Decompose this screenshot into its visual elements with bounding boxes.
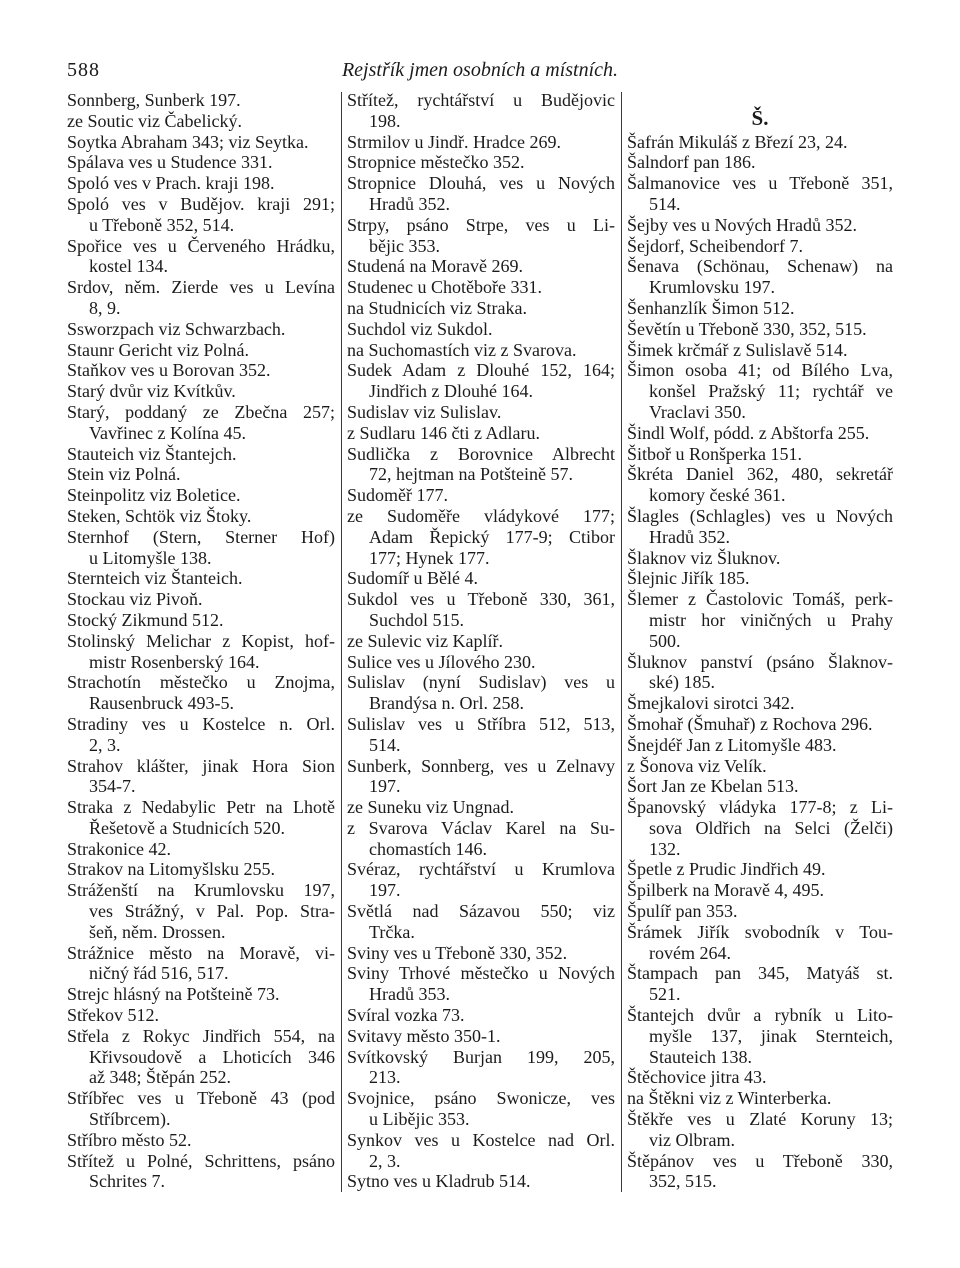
index-entry <box>67 1088 335 1130</box>
entry-headword-line: Střítež u Polné, Schrittens, psáno <box>67 1150 335 1171</box>
index-entry <box>347 672 615 714</box>
entry-continuation-line: až 348; Štěpán 252. <box>89 1067 231 1088</box>
entry-headword-line: Stolinský Melichar z Kopist, hof- <box>67 630 335 651</box>
entry-continuation-line: Hradů 352. <box>369 193 450 214</box>
index-entry <box>347 589 615 631</box>
entry-headword-line: Špulíř pan 353. <box>627 901 738 922</box>
entry-headword-line: ze Sudoměře vládykové 177; <box>347 505 615 526</box>
index-entry <box>67 319 335 340</box>
index-entry <box>67 340 335 361</box>
entry-headword-line: Sytno ves u Kladrub 514. <box>347 1171 531 1192</box>
entry-continuation-line: viz Olbram. <box>649 1129 735 1150</box>
index-entry <box>67 1130 335 1151</box>
entry-continuation-line: chomastích 146. <box>369 838 487 859</box>
entry-continuation-line: Stříbrcem). <box>89 1109 171 1130</box>
entry-headword-line: Stauteich viz Štantejch. <box>67 443 237 464</box>
entry-headword-line: Strážnice město na Moravě, vi- <box>67 942 335 963</box>
entry-headword-line: Šafrán Mikuláš z Březí 23, 24. <box>627 131 848 152</box>
entry-continuation-line: 197. <box>369 880 401 901</box>
entry-headword-line: Stockau viz Pivoň. <box>67 589 203 610</box>
index-entry <box>627 548 893 569</box>
entry-headword-line: Šenhanzlík Šimon 512. <box>627 297 795 318</box>
entry-headword-line: Šlemer z Častolovic Tomáš, perk- <box>627 589 893 610</box>
index-entry <box>627 922 893 964</box>
index-entry <box>67 152 335 173</box>
entry-continuation-line: 2, 3. <box>89 734 121 755</box>
entry-continuation-line: Hradů 352. <box>649 526 730 547</box>
column-rule <box>341 92 342 1192</box>
index-entry <box>627 464 893 506</box>
index-entry <box>67 194 335 236</box>
entry-headword-line: Svíral vozka 73. <box>347 1005 465 1026</box>
index-entry <box>627 652 893 694</box>
entry-continuation-line: Vavřinec z Kolína 45. <box>89 422 246 443</box>
index-column-3 <box>627 90 893 1192</box>
entry-headword-line: ze Soutic viz Čabelický. <box>67 110 242 131</box>
column-rule <box>621 92 622 1192</box>
entry-headword-line: Šalmanovice ves u Třeboně 351, <box>627 173 893 194</box>
entry-headword-line: Sunberk, Sonnberg, ves u Zelnavy <box>347 755 615 776</box>
entry-headword-line: Svítkovský Burjan 199, 205, <box>347 1046 615 1067</box>
index-entry <box>347 652 615 673</box>
entry-headword-line: Šmohař (Šmuhař) z Rochova 296. <box>627 713 873 734</box>
index-entry <box>347 1130 615 1172</box>
index-entry <box>67 943 335 985</box>
entry-continuation-line: ničný řád 516, 517. <box>89 963 229 984</box>
entry-headword-line: Šitboř u Ronšperka 151. <box>627 443 802 464</box>
index-entry <box>627 1109 893 1151</box>
index-entry <box>67 360 335 381</box>
index-entry <box>67 631 335 673</box>
index-entry <box>347 797 615 818</box>
index-entry <box>347 714 615 756</box>
index-entry <box>627 859 893 880</box>
entry-headword-line: Světlá nad Sázavou 550; viz <box>347 901 615 922</box>
index-entry <box>627 215 893 236</box>
entry-headword-line: Spořice ves u Červeného Hrádku, <box>67 235 335 256</box>
index-entry <box>67 464 335 485</box>
entry-headword-line: Šlagles (Schlagles) ves u Nových <box>627 505 893 526</box>
index-entry <box>627 901 893 922</box>
entry-headword-line: Sudlička z Borovnice Albrecht <box>347 443 615 464</box>
entry-headword-line: Spoló ves v Budějov. kraji 291; <box>67 193 335 214</box>
entry-headword-line: Svojnice, psáno Swonicze, ves <box>347 1088 615 1109</box>
entry-continuation-line: 132. <box>649 838 681 859</box>
entry-headword-line: z Sudlaru 146 čti z Adlaru. <box>347 422 540 443</box>
entry-continuation-line: 2, 3. <box>369 1150 401 1171</box>
entry-headword-line: Studenec u Chotěboře 331. <box>347 277 542 298</box>
entry-continuation-line: 500. <box>649 630 681 651</box>
index-entry <box>627 1067 893 1088</box>
index-entry <box>347 319 615 340</box>
index-entry <box>627 1005 893 1067</box>
index-entry <box>67 714 335 756</box>
entry-headword-line: na Studnicích viz Straka. <box>347 297 527 318</box>
entry-headword-line: Strakonice 42. <box>67 838 171 859</box>
entry-headword-line: Svitavy město 350-1. <box>347 1025 501 1046</box>
entry-headword-line: Strmilov u Jindř. Hradce 269. <box>347 131 561 152</box>
entry-headword-line: Steinpolitz viz Boletice. <box>67 485 241 506</box>
entry-continuation-line: Brandýsa n. Orl. 258. <box>369 693 524 714</box>
entry-headword-line: Staunr Gericht viz Polná. <box>67 339 249 360</box>
index-entry <box>347 631 615 652</box>
page-number: 588 <box>67 59 100 81</box>
index-entry <box>67 589 335 610</box>
index-column-2 <box>347 90 615 1192</box>
entry-headword-line: Sviny Trhové městečko u Nových <box>347 963 615 984</box>
index-entry <box>627 880 893 901</box>
index-entry <box>347 402 615 423</box>
index-entry <box>627 298 893 319</box>
entry-headword-line: Šmejkalovi sirotci 342. <box>627 693 795 714</box>
entry-continuation-line: ves Strážný, v Pal. Pop. Stra- <box>89 901 335 922</box>
index-entry <box>347 506 615 568</box>
entry-headword-line: Spoló ves v Prach. kraji 198. <box>67 173 275 194</box>
entry-headword-line: Šejdorf, Scheibendorf 7. <box>627 235 803 256</box>
entry-headword-line: Steken, Schtök viz Štoky. <box>67 505 252 526</box>
entry-continuation-line: 352, 515. <box>649 1171 717 1192</box>
entry-continuation-line: 354-7. <box>89 776 136 797</box>
entry-continuation-line: Vraclavi 350. <box>649 401 746 422</box>
entry-headword-line: Stropnice městečko 352. <box>347 152 525 173</box>
index-entry <box>347 277 615 298</box>
entry-headword-line: Šenava (Schönau, Schenaw) na <box>627 256 893 277</box>
entry-headword-line: Stříbro město 52. <box>67 1129 192 1150</box>
index-entry <box>67 111 335 132</box>
entry-headword-line: Špetle z Prudic Jindřich 49. <box>627 859 826 880</box>
index-entry <box>627 589 893 651</box>
entry-headword-line: Šejby ves u Nových Hradů 352. <box>627 214 857 235</box>
index-entry <box>67 839 335 860</box>
entry-headword-line: Šlejnic Jiřík 185. <box>627 568 750 589</box>
entry-headword-line: Štěkře ves u Zlaté Koruny 13; <box>627 1109 893 1130</box>
index-entry <box>347 173 615 215</box>
entry-continuation-line: 72, hejtman na Potšteině 57. <box>369 464 573 485</box>
entry-continuation-line: 514. <box>369 734 401 755</box>
index-column-1 <box>67 90 335 1192</box>
entry-continuation-line: u Libějic 353. <box>369 1109 470 1130</box>
index-entry <box>67 859 335 880</box>
entry-headword-line: Sukdol ves u Třeboně 330, 361, <box>347 589 615 610</box>
entry-headword-line: Straka z Nedabylic Petr na Lhotě <box>67 797 335 818</box>
entry-continuation-line: Schrites 7. <box>89 1171 165 1192</box>
entry-continuation-line: u Litomyšle 138. <box>89 547 212 568</box>
entry-headword-line: Sulislav (nyní Sudislav) ves u <box>347 672 615 693</box>
entry-continuation-line: konšel Pražský 11; rychtář ve <box>649 381 893 402</box>
entry-headword-line: Stráženští na Krumlovsku 197, <box>67 880 335 901</box>
entry-headword-line: ze Suneku viz Ungnad. <box>347 797 514 818</box>
entry-headword-line: z Svarova Václav Karel na Su- <box>347 817 615 838</box>
index-entry <box>67 277 335 319</box>
entry-headword-line: Šnejdéř Jan z Litomyšle 483. <box>627 734 837 755</box>
index-entry <box>347 152 615 173</box>
entry-continuation-line: bějic 353. <box>369 235 440 256</box>
entry-headword-line: Ševětín u Třeboně 330, 352, 515. <box>627 318 867 339</box>
page-header <box>0 0 960 90</box>
entry-continuation-line: kostel 134. <box>89 256 168 277</box>
index-entry <box>347 859 615 901</box>
entry-headword-line: Sternhof (Stern, Sterner Hof) <box>67 526 335 547</box>
entry-continuation-line: Hradů 353. <box>369 984 450 1005</box>
entry-headword-line: Soytka Abraham 343; viz Seytka. <box>67 131 309 152</box>
entry-headword-line: Škréta Daniel 362, 480, sekretář <box>627 464 893 485</box>
entry-headword-line: Špilberk na Moravě 4, 495. <box>627 880 824 901</box>
entry-continuation-line: 177; Hynek 177. <box>369 547 490 568</box>
entry-continuation-line: myšle 137, jinak Sternteich, <box>649 1025 893 1046</box>
entry-continuation-line: Řešetově a Studnicích 520. <box>89 817 285 838</box>
index-entry <box>67 672 335 714</box>
entry-headword-line: Sudomíř u Bělé 4. <box>347 568 478 589</box>
entry-headword-line: Spálava ves u Studence 331. <box>67 152 273 173</box>
entry-headword-line: Stradiny ves u Kostelce n. Orl. <box>67 713 335 734</box>
entry-headword-line: na Štěkni viz z Winterberka. <box>627 1088 832 1109</box>
index-entry <box>67 173 335 194</box>
entry-headword-line: Strahov klášter, jinak Hora Sion <box>67 755 335 776</box>
entry-headword-line: Střekov 512. <box>67 1005 159 1026</box>
index-entry <box>627 506 893 548</box>
entry-headword-line: Suchdol viz Sukdol. <box>347 318 493 339</box>
index-entry <box>67 568 335 589</box>
index-entry <box>347 485 615 506</box>
entry-headword-line: Sviny ves u Třeboně 330, 352. <box>347 942 568 963</box>
entry-headword-line: Střela z Rokyc Jindřich 554, na <box>67 1025 335 1046</box>
entry-headword-line: Sulislav ves u Stříbra 512, 513, <box>347 713 615 734</box>
index-entry <box>67 485 335 506</box>
entry-headword-line: z Šonova viz Velík. <box>627 755 767 776</box>
entry-continuation-line: Trčka. <box>369 921 415 942</box>
entry-headword-line: Strejc hlásný na Potšteině 73. <box>67 984 280 1005</box>
entry-continuation-line: 514. <box>649 193 681 214</box>
entry-headword-line: Srdov, něm. Zierde ves u Levína <box>67 277 335 298</box>
index-entry <box>347 963 615 1005</box>
index-entry <box>627 360 893 422</box>
index-entry <box>627 319 893 340</box>
index-entry <box>627 735 893 756</box>
entry-headword-line: Španovský vládyka 177-8; z Li- <box>627 797 893 818</box>
entry-headword-line: Šimon osoba 41; od Bílého Lva, <box>627 360 893 381</box>
entry-headword-line: Šimek krčmář z Sulislavě 514. <box>627 339 848 360</box>
index-entry <box>347 256 615 277</box>
entry-continuation-line: 198. <box>369 110 401 131</box>
entry-headword-line: Svéraz, rychtářství u Krumlova <box>347 859 615 880</box>
index-entry <box>347 90 615 132</box>
index-entry <box>347 1026 615 1047</box>
entry-headword-line: Šort Jan ze Kbelan 513. <box>627 776 799 797</box>
index-entry <box>627 444 893 465</box>
index-entry <box>627 797 893 859</box>
index-entry <box>67 756 335 798</box>
entry-headword-line: na Suchomastích viz z Svarova. <box>347 339 577 360</box>
entry-headword-line: Studená na Moravě 269. <box>347 256 523 277</box>
index-entry <box>347 1088 615 1130</box>
index-entry <box>347 756 615 798</box>
index-entry <box>347 1047 615 1089</box>
index-entry <box>67 1151 335 1193</box>
entry-headword-line: Stropnice Dlouhá, ves u Nových <box>347 173 615 194</box>
entry-headword-line: Šindl Wolf, pódd. z Abštorfa 255. <box>627 422 870 443</box>
index-entry <box>67 90 335 111</box>
entry-continuation-line: 197. <box>369 776 401 797</box>
entry-continuation-line: mistr Rosenberský 164. <box>89 651 260 672</box>
index-entry <box>347 1171 615 1192</box>
entry-headword-line: Stocký Zikmund 512. <box>67 609 224 630</box>
index-entry <box>347 215 615 257</box>
index-entry <box>627 756 893 777</box>
index-entry <box>627 776 893 797</box>
entry-headword-line: Šluknov panství (psáno Šlaknov- <box>627 651 893 672</box>
index-entry <box>627 963 893 1005</box>
index-entry <box>627 132 893 153</box>
entry-headword-line: Starý, poddaný ze Zbečna 257; <box>67 401 335 422</box>
index-entry <box>67 880 335 942</box>
entry-headword-line: Stein viz Polná. <box>67 464 181 485</box>
entry-continuation-line: šeň, něm. Drossen. <box>89 921 226 942</box>
index-entry <box>67 610 335 631</box>
index-entry <box>347 901 615 943</box>
entry-continuation-line: Suchdol 515. <box>369 609 465 630</box>
index-entry <box>67 506 335 527</box>
index-entry <box>67 797 335 839</box>
entry-headword-line: Staňkov ves u Borovan 352. <box>67 360 271 381</box>
entry-continuation-line: ské) 185. <box>649 672 715 693</box>
index-entry <box>347 1005 615 1026</box>
entry-headword-line: Štěpánov ves u Třeboně 330, <box>627 1150 893 1171</box>
index-entry <box>347 444 615 486</box>
entry-continuation-line: Křivsoudově a Lhoticích 346 <box>89 1046 335 1067</box>
entry-headword-line: Sulice ves u Jílového 230. <box>347 651 536 672</box>
index-entry <box>347 132 615 153</box>
index-entry <box>67 984 335 1005</box>
entry-headword-line: Šlaknov viz Šluknov. <box>627 547 781 568</box>
entry-headword-line: Štantejch dvůr a rybník u Lito- <box>627 1005 893 1026</box>
entry-continuation-line: Rausenbruck 493-5. <box>89 693 234 714</box>
index-entry <box>67 381 335 402</box>
entry-headword-line: Strpy, psáno Strpe, ves u Li- <box>347 214 615 235</box>
index-entry <box>627 236 893 257</box>
index-entry <box>627 423 893 444</box>
index-entry <box>627 152 893 173</box>
index-entry <box>67 402 335 444</box>
index-entry <box>67 1005 335 1026</box>
index-entry <box>627 256 893 298</box>
entry-continuation-line: u Třeboně 352, 514. <box>89 214 235 235</box>
index-entry <box>67 527 335 569</box>
entry-continuation-line: sova Oldřich na Selci (Želči) <box>649 817 893 838</box>
entry-headword-line: Stříbřec ves u Třeboně 43 (pod <box>67 1088 335 1109</box>
index-entry <box>347 818 615 860</box>
entry-headword-line: Sudek Adam z Dlouhé 152, 164; <box>347 360 615 381</box>
entry-continuation-line: 521. <box>649 984 681 1005</box>
entry-continuation-line: Jindřich z Dlouhé 164. <box>369 381 533 402</box>
entry-headword-line: Ssworzpach viz Schwarzbach. <box>67 318 286 339</box>
running-title: Rejstřík jmen osobních a místních. <box>341 59 619 81</box>
entry-continuation-line: rovém 264. <box>649 942 731 963</box>
index-entry <box>347 943 615 964</box>
entry-headword-line: ze Sulevic viz Kaplíř. <box>347 630 503 651</box>
entry-continuation-line: 8, 9. <box>89 297 121 318</box>
entry-headword-line: Šrámek Jiřík svobodník v Tou- <box>627 921 893 942</box>
index-entry <box>67 236 335 278</box>
letter-heading: Š. <box>751 105 769 130</box>
entry-headword-line: Sternteich viz Štanteich. <box>67 568 243 589</box>
index-entry <box>627 1088 893 1109</box>
index-entry <box>67 444 335 465</box>
index-entry <box>347 423 615 444</box>
entry-continuation-line: Stauteich 138. <box>649 1046 752 1067</box>
entry-headword-line: Sudoměř 177. <box>347 485 448 506</box>
index-entry <box>627 173 893 215</box>
entry-continuation-line: Krumlovsku 197. <box>649 277 775 298</box>
index-entry <box>627 693 893 714</box>
entry-headword-line: Synkov ves u Kostelce nad Orl. <box>347 1129 615 1150</box>
index-entry <box>627 1151 893 1193</box>
entry-headword-line: Starý dvůr viz Kvítkův. <box>67 381 236 402</box>
index-entry <box>347 340 615 361</box>
index-entry <box>67 132 335 153</box>
index-entry <box>347 360 615 402</box>
index-entry <box>347 298 615 319</box>
index-entry <box>627 340 893 361</box>
entry-continuation-line: komory české 361. <box>649 485 786 506</box>
entry-headword-line: Strachotín městečko u Znojma, <box>67 672 335 693</box>
index-entry <box>627 714 893 735</box>
entry-continuation-line: mistr hor viničných u Prahy <box>649 609 893 630</box>
entry-headword-line: Štampach pan 345, Matyáš st. <box>627 963 893 984</box>
entry-continuation-line: 213. <box>369 1067 401 1088</box>
index-entry <box>67 1026 335 1088</box>
entry-headword-line: Strakov na Litomyšlsku 255. <box>67 859 275 880</box>
entry-headword-line: Sonnberg, Sunberk 197. <box>67 90 241 110</box>
entry-continuation-line: Adam Řepický 177-9; Ctibor <box>369 526 615 547</box>
entry-headword-line: Sudislav viz Sulislav. <box>347 401 502 422</box>
index-entry <box>627 568 893 589</box>
entry-headword-line: Štěchovice jitra 43. <box>627 1067 767 1088</box>
entry-headword-line: Šalndorf pan 186. <box>627 152 756 173</box>
entry-headword-line: Střítež, rychtářství u Budějovic <box>347 90 615 110</box>
index-entry <box>347 568 615 589</box>
